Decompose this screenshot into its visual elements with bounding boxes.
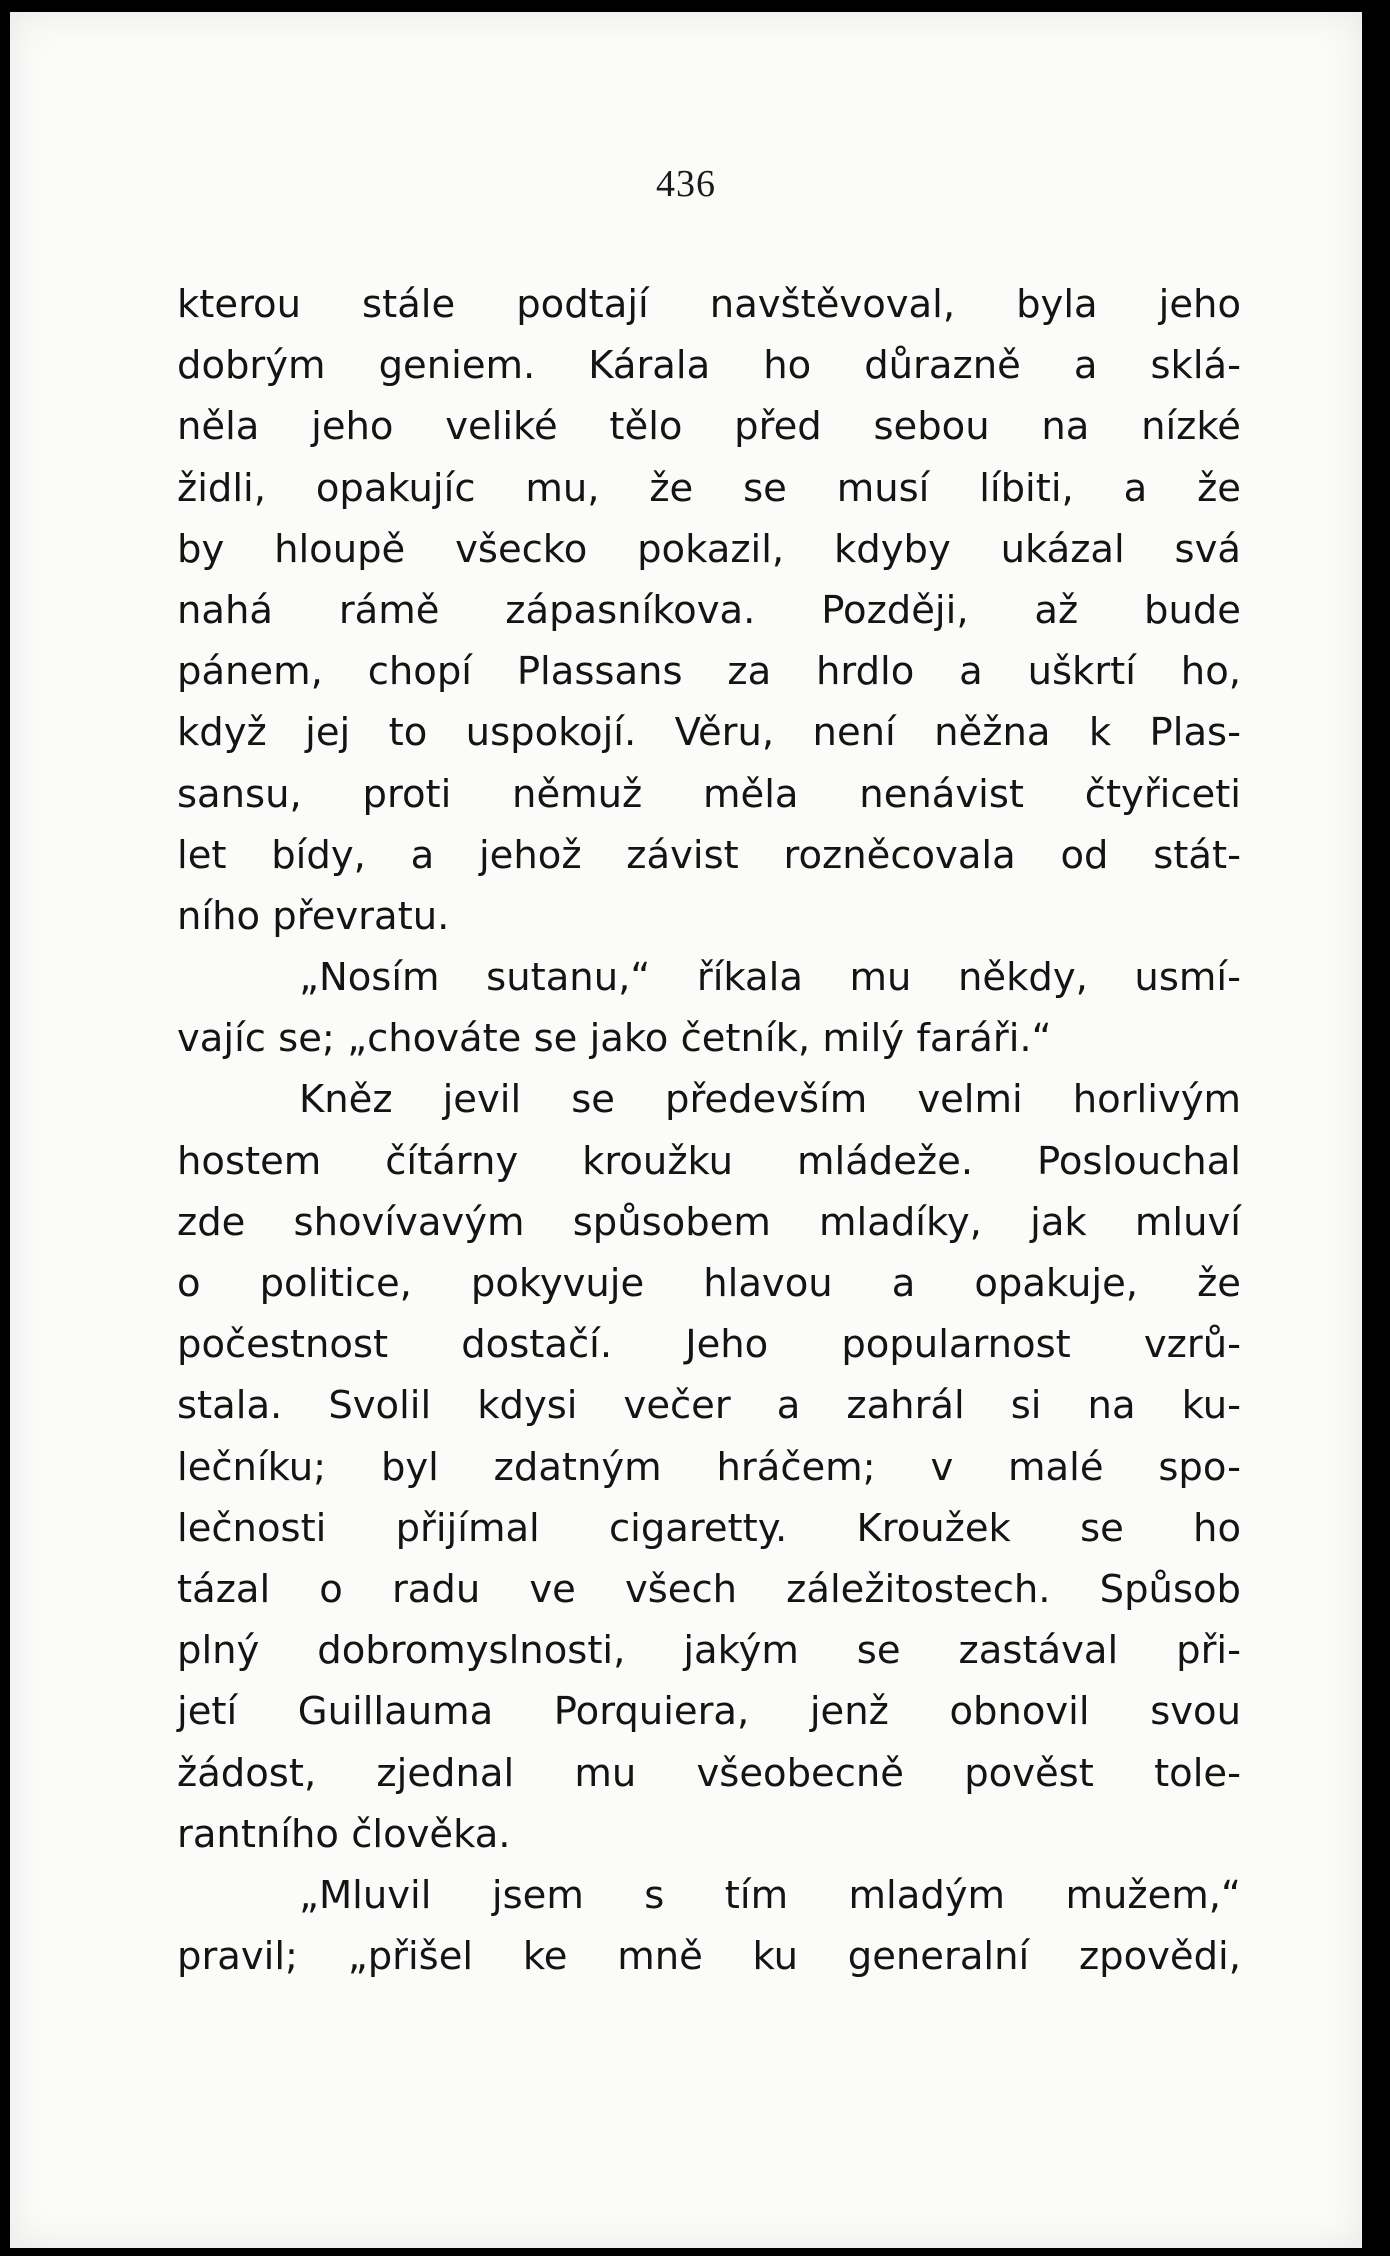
text-line: žádost, zjednal mu všeobecně pověst tole-: [177, 1750, 1241, 1796]
text-line: pravil; „přišel ke mně ku generalní zpovědi,: [177, 1934, 1241, 1980]
text-line: kterou stále podtají navštěvoval, byla jeho: [177, 282, 1241, 327]
text-line: ního převratu.: [177, 893, 450, 939]
page-number: 436: [656, 163, 716, 205]
text-line: lečníku; byl zdatným hráčem; v malé spo-: [177, 1444, 1241, 1490]
text-line: stala. Svolil kdysi večer a zahrál si na ku-: [177, 1383, 1241, 1429]
text-line: plný dobromyslnosti, jakým se zastával při-: [177, 1628, 1241, 1674]
text-line: nahá rámě zápasníkova. Později, až bude: [177, 587, 1241, 633]
text-line: let bídy, a jehož závist rozněcovala od stát-: [177, 832, 1241, 878]
book-page: [10, 12, 1362, 2248]
text-line: o politice, pokyvuje hlavou a opakuje, že: [177, 1261, 1241, 1306]
text-line: dobrým geniem. Kárala ho důrazně a sklá-: [177, 343, 1241, 389]
text-line: lečnosti přijímal cigaretty. Kroužek se ho: [177, 1505, 1241, 1551]
text-line: by hloupě všecko pokazil, kdyby ukázal svá: [177, 526, 1241, 572]
body-text: [177, 274, 1241, 1987]
text-line: sansu, proti němuž měla nenávist čtyřiceti: [177, 771, 1241, 817]
text-line: pánem, chopí Plassans za hrdlo a uškrtí ho,: [177, 649, 1241, 695]
text-line: zde shovívavým spůsobem mladíky, jak mluví: [177, 1199, 1241, 1245]
text-line: jetí Guillauma Porquiera, jenž obnovil svou: [177, 1689, 1241, 1735]
text-line: „Nosím sutanu,“ říkala mu někdy, usmí-: [299, 955, 1241, 1001]
text-line: tázal o radu ve všech záležitostech. Spůsob: [177, 1566, 1241, 1612]
text-line: rantního člověka.: [177, 1811, 511, 1857]
scan-edge: [1362, 0, 1390, 2256]
text-line: hostem čítárny kroužku mládeže. Poslouchal: [177, 1138, 1241, 1184]
text-line: počestnost dostačí. Jeho popularnost vzrů-: [177, 1322, 1241, 1368]
text-line: vajíc se; „chováte se jako četník, milý faráři.“: [177, 1016, 1052, 1062]
text-line: něla jeho veliké tělo před sebou na nízké: [177, 404, 1241, 450]
text-line: když jej to uspokojí. Věru, není něžna k Plas-: [177, 710, 1241, 756]
text-line: „Mluvil jsem s tím mladým mužem,“: [299, 1872, 1241, 1918]
text-line: Kněz jevil se především velmi horlivým: [299, 1077, 1241, 1123]
text-line: židli, opakujíc mu, že se musí líbiti, a že: [177, 465, 1241, 511]
